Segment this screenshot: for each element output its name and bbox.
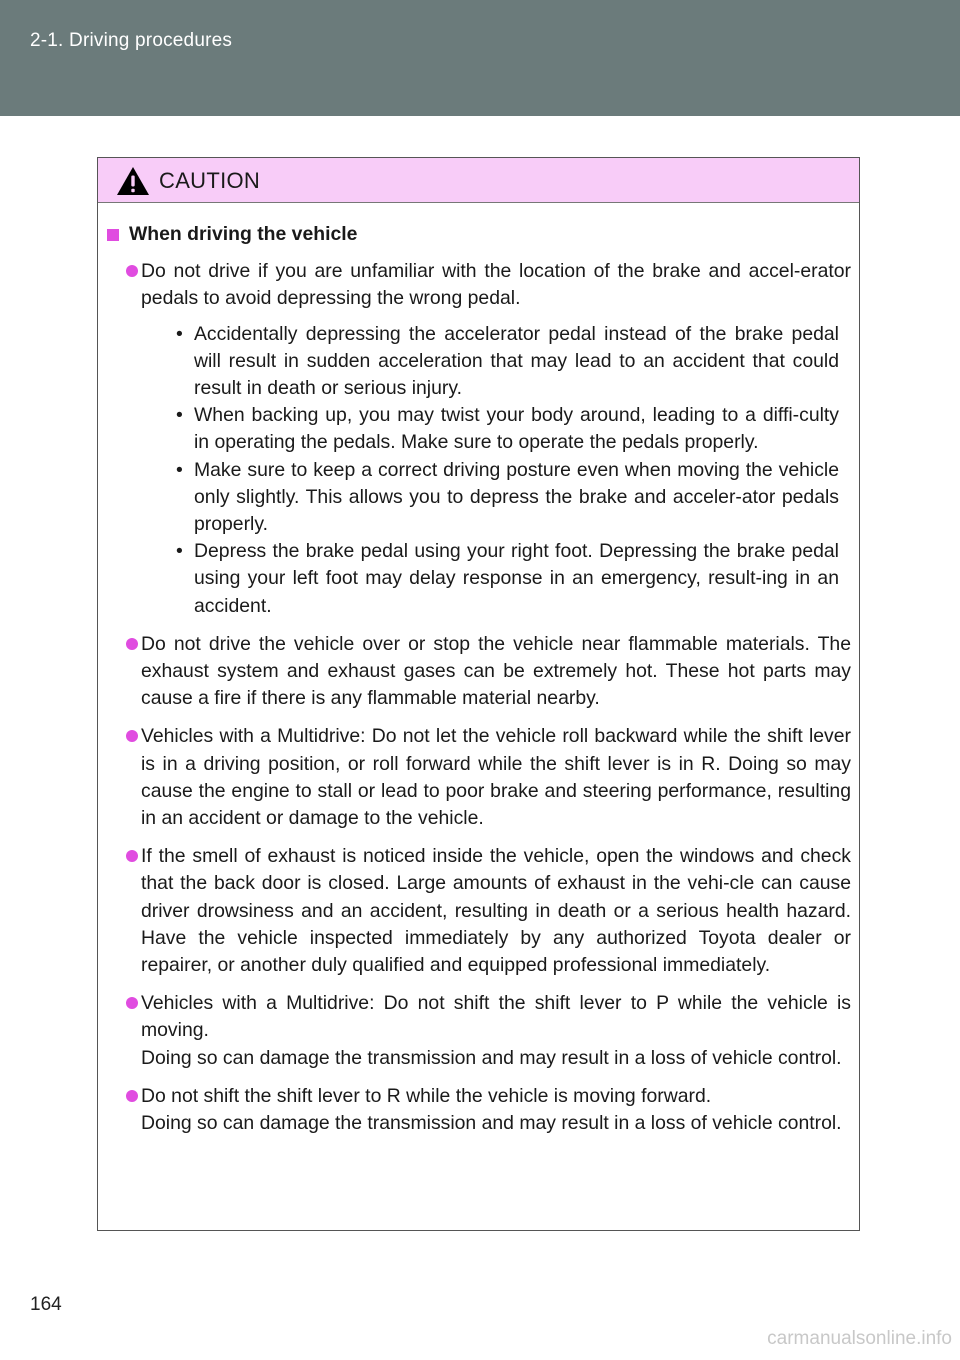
sub-item-text: When backing up, you may twist your body around, leading to a diffi-culty in operating the pedals. Make sure to operate the pedals properly. [194,404,839,454]
sub-item-text: Depress the brake pedal using your right foot. Depressing the brake pedal using your left foot may delay response in an emergency, result-ing in an accident. [194,540,839,617]
caution-item-text: Do not shift the shift lever to R while the vehicle is moving forward. [141,1084,712,1107]
sub-item [141,321,851,403]
sub-item-text: Make sure to keep a correct driving posture even when moving the vehicle only slightly. This allows you to depress the brake and acceler-ator pedals properly. [194,458,839,536]
caution-item-text-continued: Doing so can damage the transmission and may result in a loss of vehicle control. [141,1112,842,1135]
caution-item [107,258,851,620]
section-heading [107,221,851,248]
caution-item-text: Do not drive the vehicle over or stop the vehicle near flammable materials. The exhaust system and exhaust gases can be extremely hot. These hot parts may cause a fire if there is any flammable material nearby. [141,632,851,710]
round-bullet-icon [126,850,138,862]
round-bullet-icon [126,730,138,742]
sub-bullet: • [176,322,183,345]
sub-bullet: • [176,540,183,563]
caution-item-text-continued: Doing so can damage the transmission and may result in a loss of vehicle control. [141,1046,842,1069]
sub-list [141,321,851,620]
caution-box [97,157,860,1231]
section-heading-text: When driving the vehicle [129,223,358,245]
page-number: 164 [30,1294,62,1315]
header-band [0,0,960,116]
caution-body [98,203,859,1137]
sub-bullet: • [176,404,183,427]
caution-item-text: Do not drive if you are unfamiliar with the location of the brake and accel-erator pedals to avoid depressing the wrong pedal. [141,260,851,310]
caution-item-text: Vehicles with a Multidrive: Do not shift the shift lever to P while the vehicle is moving. [141,992,851,1042]
caution-item-text: Vehicles with a Multidrive: Do not let the vehicle roll backward while the shift lever is in a driving position, or roll forward while the shift lever is in R. Doing so may cause the engine to stall or lead to poor brake and steering performance, resulting in an accident or damage to the vehicle. [141,725,851,830]
caution-item-text: If the smell of exhaust is noticed inside the vehicle, open the windows and check that the back door is closed. Large amounts of exhaust in the vehi-cle can cause driver drowsiness and an accident, resulting in death or a serious health hazard. Have the vehicle inspected immediately by any authorized Toyota dealer or repairer, or another duly qualified and equipped professional immediately. [141,845,851,977]
warning-triangle-icon [116,166,150,196]
caution-item [107,843,851,979]
round-bullet-icon [126,638,138,650]
caution-label: CAUTION [159,168,261,193]
caution-item [107,990,851,1072]
section-title: 2-1. Driving procedures [30,30,233,51]
caution-item [107,723,851,832]
sub-item [141,402,851,456]
watermark: carmanualsonline.info [767,1328,952,1349]
sub-item [141,457,851,539]
caution-item [107,631,851,713]
square-bullet-icon [107,229,119,241]
caution-header [98,158,859,203]
round-bullet-icon [126,265,138,277]
sub-bullet: • [176,458,183,481]
round-bullet-icon [126,1090,138,1102]
caution-item [107,1083,851,1137]
round-bullet-icon [126,997,138,1009]
sub-item-text: Accidentally depressing the accelerator pedal instead of the brake pedal will result in sudden acceleration that may lead to an accident that could result in death or serious injury. [194,322,839,400]
sub-item [141,538,851,620]
